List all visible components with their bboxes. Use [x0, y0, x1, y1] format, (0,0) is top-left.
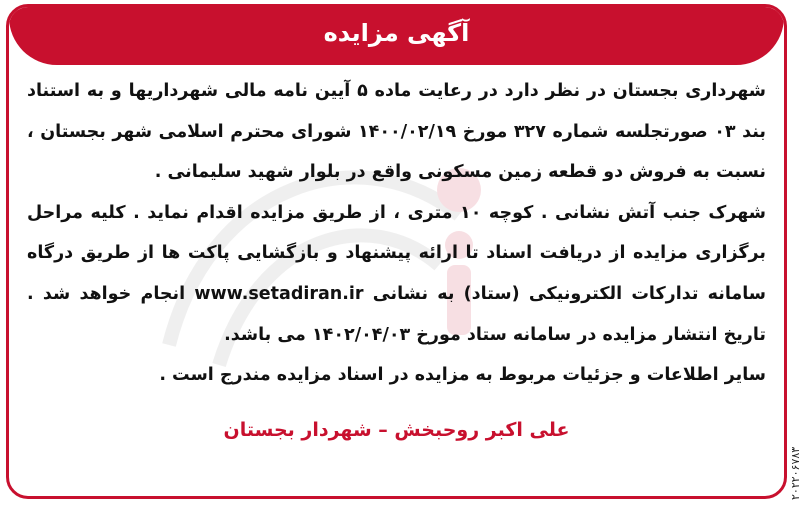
website-link[interactable]: www.setadiran.ir	[194, 283, 364, 304]
notice-frame	[6, 4, 787, 499]
signature: علی اکبر روحبخش – شهردار بجستان	[223, 419, 570, 441]
side-code: ۲۰۲۲۰۶۷۸۳	[789, 446, 802, 500]
notice-paragraph-text: انجام خواهد شد . تاریخ انتشار مزایده در سامانه ستاد مورخ ۱۴۰۲/۰۴/۰۳ می باشد.	[27, 283, 766, 345]
notice-header	[9, 7, 784, 65]
notice-title: آگهی مزایده	[323, 19, 470, 47]
notice-paragraph	[27, 193, 766, 355]
notice-body	[27, 71, 766, 396]
notice-paragraph: سایر اطلاعات و جزئیات مربوط به مزایده در اسناد مزایده مندرج است .	[159, 365, 766, 386]
notice-paragraph: شهرداری بجستان در نظر دارد در رعایت ماده ۵ آیین نامه مالی شهرداریها و به استناد بند ۰۳ صورتجلسه شماره ۳۲۷ مورخ ۱۴۰۰/۰۲/۱۹ شورای محترم اسلامی شهر بجستان ، نسبت به فروش دو قطعه زمین مسکونی واقع در بلوار شهید سلیمانی .	[27, 81, 767, 183]
notice-paragraph-text: شهرک جنب آتش نشانی . کوچه ۱۰ متری ، از طریق مزایده اقدام نماید . کلیه مراحل برگزاری مزایده از دریافت اسناد تا ارائه پیشنهاد و بازگشایی پاکت ها از طریق درگاه سامانه تدارکات الکترونیکی (ستاد) به نشانی	[27, 202, 767, 304]
